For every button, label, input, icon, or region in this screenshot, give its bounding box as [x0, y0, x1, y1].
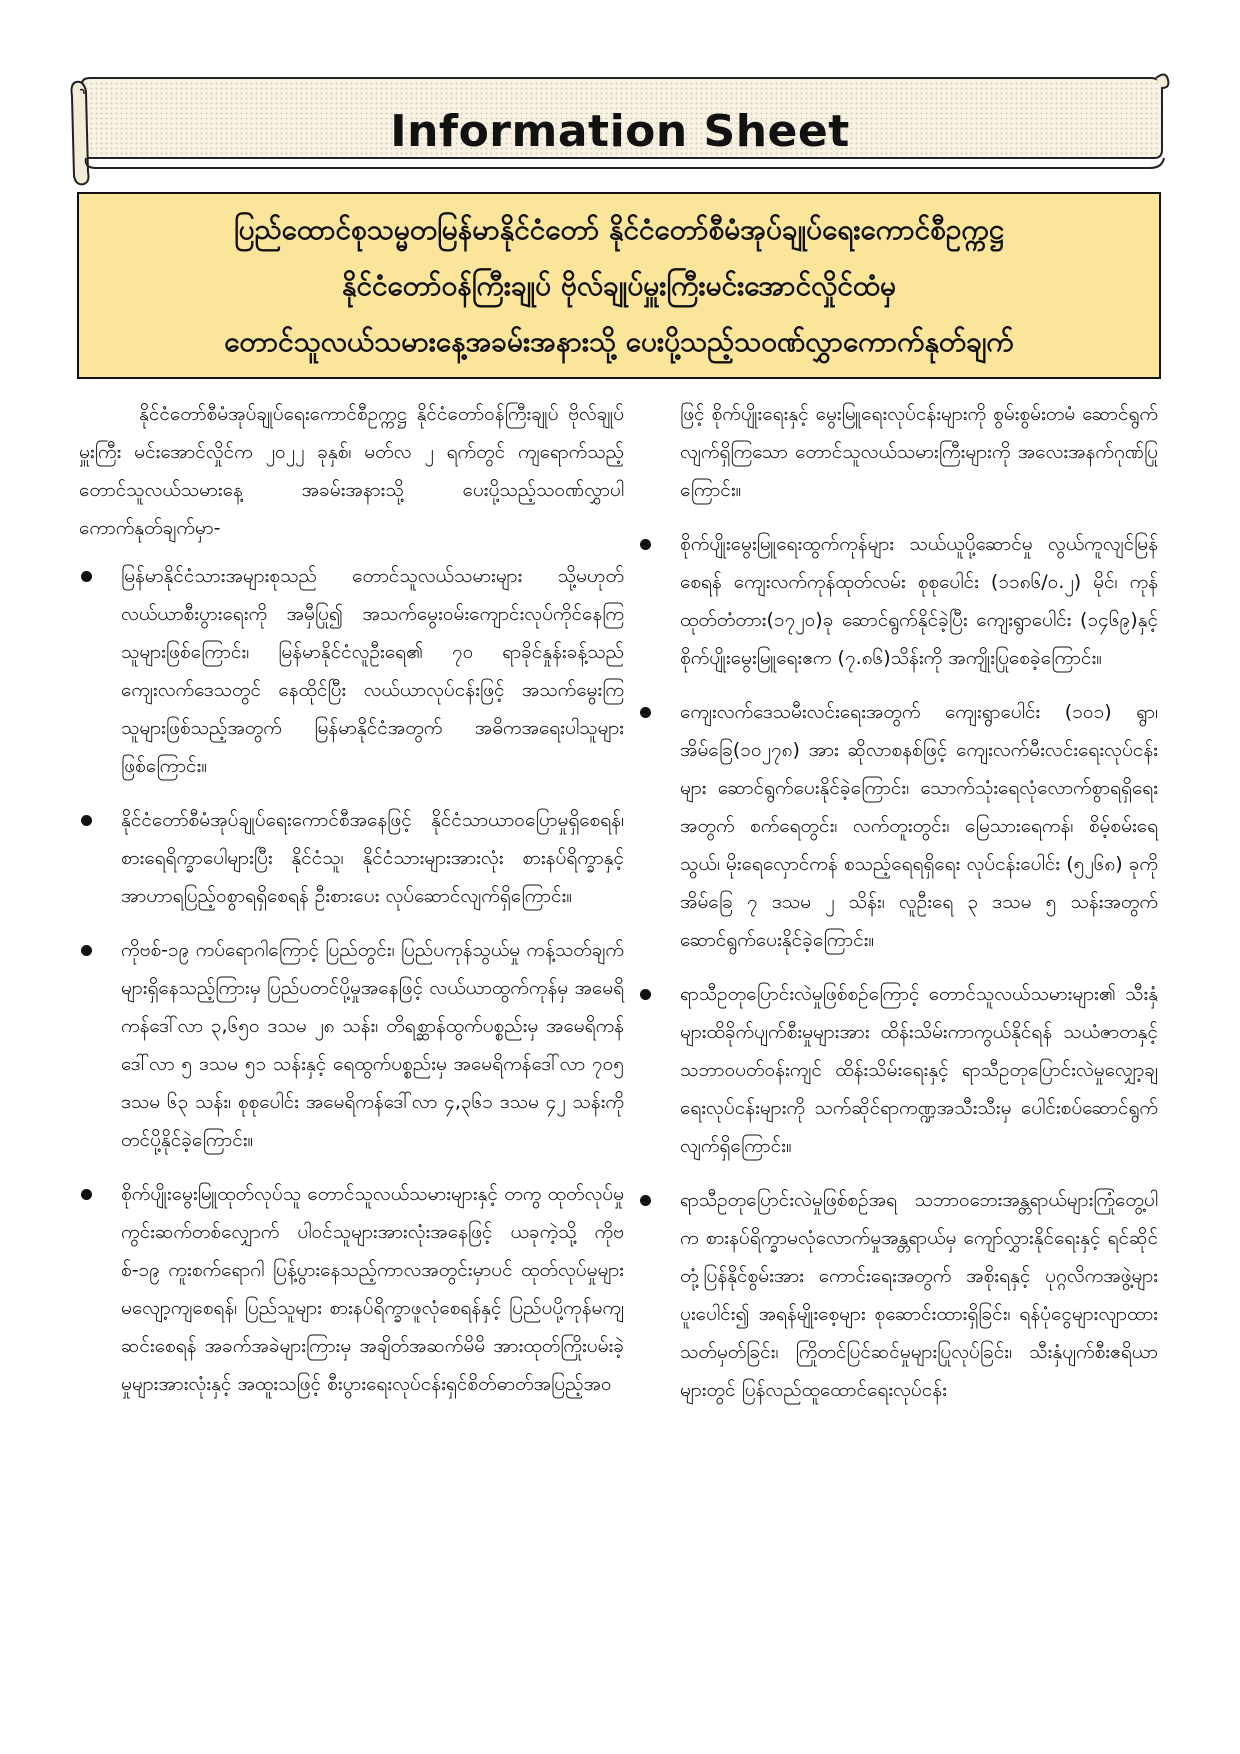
- bullet-text: ကျေးလက်ဒေသမီးလင်းရေးအတွက် ကျေးရွာပေါင်း (၁၀၁) ရွာ၊ အိမ်ခြေ(၁၀၂၇၈) အား ဆိုလာစနစ်ဖြင့် ကျေးလက်မီးလင်းရေးလုပ်ငန်းများ ဆောင်ရွက်ပေးနိုင်ခဲ့ကြောင်း၊ သောက်သုံးရေလုံလောက်စွာရရှိရေးအတွက် စက်ရေတွင်း၊ လက်တူးတွင်း၊ မြေသားရေကန်၊ စိမ့်စမ်းရေသွယ်၊ မိုးရေလှောင်ကန် စသည့်ရေရရှိရေး လုပ်ငန်းပေါင်း (၅၂၆၈) ခုကို အိမ်ခြေ ၇ ဒသမ ၂ သိန်း၊ လူဦးရေ ၃ ဒသမ ၅ သန်းအတွက် ဆောင်ရွက်ပေးနိုင်ခဲ့ကြောင်း။: [680, 701, 1158, 951]
- bullet-item: [638, 525, 1158, 677]
- bullet-item: [79, 557, 624, 785]
- heading-line-2: နိုင်ငံတော်ဝန်ကြီးချုပ် ဗိုလ်ချုပ်မှူးကြီးမင်းအောင်လှိုင်ထံမှ: [342, 268, 896, 302]
- bullet-icon: [81, 945, 92, 956]
- heading-line-3: တောင်သူလယ်သမားနေ့အခမ်းအနားသို့ ပေးပို့သည့်သဝဏ်လွှာကောက်နုတ်ချက်: [224, 324, 1014, 358]
- bullet-text: နိုင်ငံတော်စီမံအုပ်ချုပ်ရေးကောင်စီအနေဖြင့် နိုင်ငံသာယာဝပြောမှုရှိစေရန်၊ စားရေရိက္ခာပေါများပြီး နိုင်ငံသူ၊ နိုင်ငံသားများအားလုံး စားနပ်ရိက္ခာနှင့် အာဟာရပြည့်ဝစွာရရှိစေရန် ဦးစားပေး လုပ်ဆောင်လျက်ရှိကြောင်း။: [121, 809, 624, 907]
- bullet-text: မြန်မာနိုင်ငံသားအများစုသည် တောင်သူလယ်သမားများ သို့မဟုတ် လယ်ယာစီးပွားရေးကို အမှီပြု၍ အသက်မွေးဝမ်းကျောင်းလုပ်ကိုင်နေကြသူများဖြစ်ကြောင်း၊ မြန်မာနိုင်ငံလူဦးရေ၏ ၇၀ ရာခိုင်နှုန်းခန့်သည် ကျေးလက်ဒေသတွင် နေထိုင်ပြီး လယ်ယာလုပ်ငန်းဖြင့် အသက်မွေးကြသူများဖြစ်သည့်အတွက် မြန်မာနိုင်ငံအတွက် အဓိကအရေးပါသူများဖြစ်ကြောင်း။: [121, 565, 624, 777]
- bullet-item: [79, 1175, 624, 1403]
- bullet-item: [638, 1181, 1158, 1409]
- bullet-icon: [81, 815, 92, 826]
- bullet-icon: [640, 539, 651, 550]
- bullet-text: စိုက်ပျိုးမွေးမြူထုတ်လုပ်သူ တောင်သူလယ်သမားများနှင့် တကွ ထုတ်လုပ်မှုကွင်းဆက်တစ်လျှောက် ပါဝင်သူများအားလုံးအနေဖြင့် ယခုကဲ့သို့ ကိုဗစ်-၁၉ ကူးစက်ရောဂါ ပြန့်ပွားနေသည့်ကာလအတွင်းမှာပင် ထုတ်လုပ်မှုများ မလျော့ကျစေရန်၊ ပြည်သူများ စားနပ်ရိက္ခာဖူလုံစေရန်နှင့် ပြည်ပပို့ကုန်မကျဆင်းစေရန် အခက်အခဲများကြားမှ အချိတ်အဆက်မိမိ အားထုတ်ကြိုးပမ်းခဲ့မှုများအားလုံးနှင့် အထူးသဖြင့် စီးပွားရေးလုပ်ငန်းရှင်စိတ်ဓာတ်အပြည့်အဝ: [121, 1183, 624, 1395]
- heading-box: [77, 192, 1161, 379]
- continuation-paragraph: ဖြင့် စိုက်ပျိုးရေးနှင့် မွေးမြူရေးလုပ်ငန်းများကို စွမ်းစွမ်းတမံ ဆောင်ရွက်လျက်ရှိကြသော တောင်သူလယ်သမားကြီးများကို အလေးအနက်ဂုဏ်ပြုကြောင်း။: [680, 403, 1158, 501]
- bullet-icon: [81, 1189, 92, 1200]
- left-column: [79, 395, 624, 1419]
- heading-line-1: ပြည်ထောင်စုသမ္မတမြန်မာနိုင်ငံတော် နိုင်ငံတော်စီမံအုပ်ချုပ်ရေးကောင်စီဥက္ကဋ္ဌ: [233, 212, 1005, 246]
- bullet-icon: [640, 707, 651, 718]
- intro-paragraph: နိုင်ငံတော်စီမံအုပ်ချုပ်ရေးကောင်စီဥက္ကဋ္ဌ နိုင်ငံတော်ဝန်ကြီးချုပ် ဗိုလ်ချုပ်မှူးကြီး မင်းအောင်လှိုင်က ၂၀၂၂ ခုနှစ်၊ မတ်လ ၂ ရက်တွင် ကျရောက်သည့် တောင်သူလယ်သမားနေ့ အခမ်းအနားသို့ ပေးပို့သည့်သဝဏ်လွှာပါ ကောက်နုတ်ချက်မှာ-: [79, 403, 624, 539]
- bullet-text: ရာသီဥတုပြောင်းလဲမှုဖြစ်စဉ်ကြောင့် တောင်သူလယ်သမားများ၏ သီးနှံများထိခိုက်ပျက်စီးမှုများအား ထိန်းသိမ်းကာကွယ်နိုင်ရန် သယံဇာတနှင့် သဘာဝပတ်ဝန်းကျင် ထိန်းသိမ်းရေးနှင့် ရာသီဥတုပြောင်းလဲမှုလျှော့ချရေးလုပ်ငန်းများကို သက်ဆိုင်ရာကဏ္ဍအသီးသီးမှ ပေါင်းစပ်ဆောင်ရွက်လျက်ရှိကြောင်း။: [680, 983, 1158, 1157]
- right-column: [638, 395, 1158, 1425]
- banner-title: Information Sheet: [390, 106, 850, 157]
- bullet-item: [79, 931, 624, 1159]
- bullet-icon: [640, 989, 651, 1000]
- bullet-text: ရာသီဥတုပြောင်းလဲမှုဖြစ်စဉ်အရ သဘာဝဘေးအန္တရာယ်များကြုံတွေ့ပါက စားနပ်ရိက္ခာမလုံလောက်မှုအန္တရာယ်မှ ကျော်လွှားနိုင်ရေးနှင့် ရင်ဆိုင်တုံ့ပြန်နိုင်စွမ်းအား ကောင်းရေးအတွက် အစိုးရနှင့် ပုဂ္ဂလိကအဖွဲ့များပူးပေါင်း၍ အရန်မျိုးစေ့များ စုဆောင်းထားရှိခြင်း၊ ရန်ပုံငွေများလျာထားသတ်မှတ်ခြင်း၊ ကြိုတင်ပြင်ဆင်မှုများပြုလုပ်ခြင်း၊ သီးနှံပျက်စီးဧရိယာများတွင် ပြန်လည်ထူထောင်ရေးလုပ်ငန်း: [680, 1189, 1158, 1401]
- bullet-text: ကိုဗစ်-၁၉ ကပ်ရောဂါကြောင့် ပြည်တွင်း၊ ပြည်ပကုန်သွယ်မှု ကန့်သတ်ချက်များရှိနေသည့်ကြားမှ ပြည်ပတင်ပို့မှုအနေဖြင့် လယ်ယာထွက်ကုန်မှ အမေရိကန်ဒေါ်လာ ၃,၆၅၀ ဒသမ ၂၈ သန်း၊ တိရစ္ဆာန်ထွက်ပစ္စည်းမှ အမေရိကန်ဒေါ်လာ ၅ ဒသမ ၅၁ သန်းနှင့် ရေထွက်ပစ္စည်းမှ အမေရိကန်ဒေါ်လာ ၇၀၅ ဒသမ ၆၃ သန်း၊ စုစုပေါင်း အမေရိကန်ဒေါ်လာ ၄,၃၆၁ ဒသမ ၄၂ သန်းကို တင်ပို့နိုင်ခဲ့ကြောင်း။: [121, 939, 624, 1151]
- bullet-text: စိုက်ပျိုးမွေးမြူရေးထွက်ကုန်များ သယ်ယူပို့ဆောင်မှု လွယ်ကူလျင်မြန်စေရန် ကျေးလက်ကုန်ထုတ်လမ်း စုစုပေါင်း (၁၁၈၆/၀.၂) မိုင်၊ ကုန်ထုတ်တံတား(၁၇၂၀)ခု ဆောင်ရွက်နိုင်ခဲ့ပြီး ကျေးရွာပေါင်း (၁၄၆၉)နှင့် စိုက်ပျိုးမွေးမြူရေးဧက (၇.၈၆)သိန်းကို အကျိုးပြုစေခဲ့ကြောင်း။: [680, 533, 1158, 669]
- bullet-item: [638, 975, 1158, 1165]
- bullet-icon: [640, 1195, 651, 1206]
- bullet-item: [79, 801, 624, 915]
- banner-scroll: [70, 72, 1170, 192]
- bullet-icon: [81, 571, 92, 582]
- bullet-item: [638, 693, 1158, 959]
